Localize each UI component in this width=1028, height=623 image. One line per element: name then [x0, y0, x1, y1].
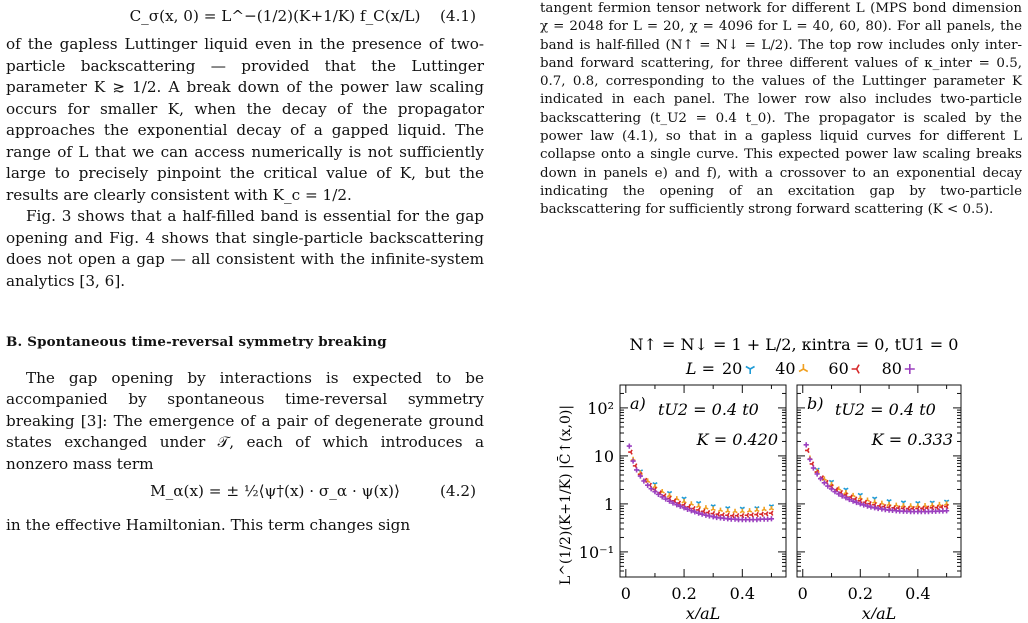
data-point: [628, 450, 632, 455]
data-point: [725, 508, 730, 512]
y-axis-label: L^(1/2)(K+1/K) |C̄↑(x,0)|: [558, 404, 574, 586]
x-tick-label: 0: [797, 584, 808, 603]
legend-prefix: L =: [685, 359, 715, 378]
panels: [579, 385, 961, 619]
figure: [540, 320, 1028, 619]
legend-label-L80: 80: [881, 359, 902, 378]
paragraph-effective: in the effective Hamiltonian. This term changes sign: [6, 516, 411, 534]
data-point: [759, 512, 763, 517]
data-point: [711, 506, 716, 510]
panel-tu2-label: tU2 = 0.4 t0: [658, 400, 759, 419]
data-point: [718, 508, 723, 512]
data-point: [811, 465, 816, 470]
equation-4-1: [6, 0, 484, 34]
legend-marker-L80: [905, 364, 915, 374]
series-L40: [631, 457, 774, 513]
data-point: [825, 483, 830, 488]
legend: [685, 359, 915, 378]
data-point: [747, 508, 752, 512]
data-point: [645, 483, 650, 488]
panel-k-label: K = 0.333: [871, 430, 953, 449]
paragraph-fig3: Fig. 3 shows that a half-filled band is essential for the gap opening and Fig. 4 shows that single-particle backscattering does not open a gap — all consistent with the infinite-system analytics [3, 6].: [6, 207, 484, 290]
equation-4-1-body: C_σ(x, 0) = L^−(1/2)(K+1/K) f_C(x/L): [129, 7, 421, 25]
data-point: [754, 512, 758, 517]
data-point: [805, 448, 809, 453]
section-heading: B. Spontaneous time-reversal symmetry breaking: [6, 334, 387, 350]
y-tick-label: 10²: [587, 398, 614, 418]
x-tick-label: 0.4: [729, 584, 756, 603]
panel-tag: b): [807, 394, 824, 413]
data-point: [667, 493, 672, 497]
data-point: [653, 484, 658, 488]
data-point: [634, 467, 639, 472]
legend-label-L60: 60: [828, 359, 849, 378]
series-L20: [638, 470, 774, 511]
data-point: [872, 499, 877, 503]
data-point: [804, 442, 809, 447]
figure-title: N↑ = N↓ = 1 + L/2, κintra = 0, tU1 = 0: [629, 335, 959, 354]
caption-text: tangent fermion tensor network for different L (MPS bond dimension χ = 2048 for L = 20, χ = 4096 for L = 40, 60, 80). For all panels, the band is half-filled (N↑ = N↓ = L/2). The top row includes only inter-band forward scattering, for three different values of κ_inter = 0.5, 0.7, 0.8, corresponding to the values of the Luttinger parameter K indicated in each panel. The lower row also includes two-particle backscattering (t_U2 = 0.4 t_0). The propagator is scaled by the power law (4.1), so that in a gapless liquid curves for different L collapse onto a single curve. This expected power law scaling breaks down in panels e) and f), with a crossover to an exponential decay indicating the opening of an excitation gap by two-particle backscattering for sufficiently strong forward scattering (K < 0.5).: [540, 1, 1022, 218]
series-L20: [815, 468, 949, 505]
series-L80: [627, 444, 774, 523]
data-point: [749, 513, 753, 518]
data-point: [740, 509, 745, 513]
y-tick-label: 1: [603, 494, 614, 514]
data-point: [733, 509, 738, 513]
data-point: [745, 513, 749, 518]
y-tick-label: 10: [593, 446, 614, 466]
equation-4-2-body: M_α(x) = ± ½⟨ψ†(x) · σ_α · ψ(x)⟩: [150, 482, 400, 500]
x-axis-label: x/aL: [685, 604, 721, 619]
equation-4-2-number: (4.2): [439, 482, 476, 500]
paragraph-gapless: of the gapless Luttinger liquid even in the presence of two-particle backscattering — provided that the Luttinger parameter K ≳ 1/2. A break down of the power law scaling occurs for smaller K, when the decay of the propagator approaches the exponential decay of a gapped liquid. The range of L that we can access numerically is not sufficiently large to precisely pinpoint the critical value of K, but the results are clearly consistent with K_c = 1/2.: [6, 35, 484, 204]
data-point: [858, 495, 863, 499]
data-point: [769, 511, 773, 516]
legend-marker-L40: [799, 364, 808, 372]
data-point: [682, 499, 687, 503]
data-point: [631, 458, 636, 463]
panel-a: [579, 385, 786, 619]
data-point: [764, 512, 768, 517]
data-point: [627, 444, 632, 449]
data-point: [887, 502, 892, 506]
data-point: [769, 506, 774, 510]
equation-4-2: [6, 475, 484, 515]
data-point: [807, 457, 812, 462]
data-point: [762, 507, 767, 511]
x-tick-label: 0: [620, 584, 631, 603]
data-point: [704, 505, 709, 509]
data-point: [822, 480, 827, 485]
x-axis-label: x/aL: [861, 604, 897, 619]
data-point: [755, 508, 760, 512]
y-tick-label: 10⁻¹: [578, 542, 614, 562]
series-L40: [808, 455, 949, 507]
legend-label-L40: 40: [775, 359, 796, 378]
legend-marker-L60: [852, 365, 860, 374]
figure-caption: [540, 0, 1022, 220]
panel-tu2-label: tU2 = 0.4 t0: [835, 400, 936, 419]
equation-4-1-number: (4.1): [439, 7, 476, 25]
figure-svg: [540, 320, 1028, 619]
panel-k-label: K = 0.420: [696, 430, 778, 449]
panel-tag: a): [630, 394, 646, 413]
data-point: [944, 508, 949, 513]
x-tick-label: 0.2: [671, 584, 697, 603]
legend-marker-L20: [746, 367, 755, 375]
data-point: [696, 503, 701, 507]
panel-b: [797, 385, 961, 619]
x-tick-label: 0.2: [847, 584, 874, 603]
legend-label-L20: 20: [722, 359, 743, 378]
left-column: [6, 0, 484, 537]
data-point: [769, 516, 774, 521]
paragraph-gap-opening: The gap opening by interactions is expected to be accompanied by spontaneous time-reversal symmetry breaking [3]: The emergence of a pair of degenerate ground states exchanged under 𝒯, each of which introduces a nonzero mass term: [6, 368, 484, 473]
x-tick-label: 0.4: [905, 584, 931, 603]
